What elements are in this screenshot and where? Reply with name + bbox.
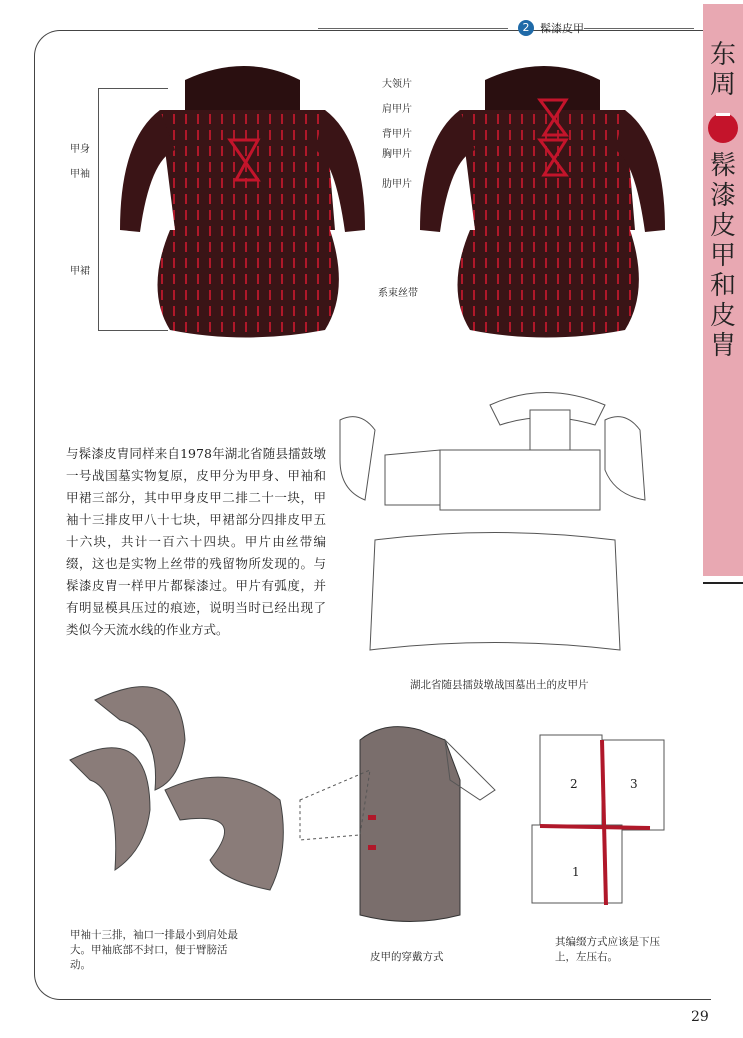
lacing-number: 1: [572, 865, 580, 879]
lacing-number: 3: [630, 777, 638, 791]
label-sleeve: 甲袖: [70, 169, 90, 180]
label-belt: 系束丝带: [378, 288, 418, 299]
wearing-diagram: [300, 727, 495, 922]
caption-pieces: 湖北省随县擂鼓墩战国墓出土的皮甲片: [410, 679, 589, 691]
armor-back-illustration: [420, 66, 665, 338]
caption-lacing: 其编缀方式应该是下压上，左压右。: [555, 936, 660, 963]
sidebar-char: 皮: [709, 211, 736, 241]
lacing-number: 2: [570, 777, 578, 791]
label-collar: 大领片: [382, 79, 412, 90]
section-number: 2: [518, 20, 534, 36]
label-back: 背甲片: [382, 129, 412, 140]
label-body: 甲身: [70, 144, 90, 155]
sleeve-rings-diagram: [70, 687, 283, 890]
armor-front-illustration: [120, 66, 365, 338]
section-title: 髹漆皮甲: [540, 22, 584, 35]
armor-pieces-diagram: [340, 393, 645, 651]
sidebar-char: 漆: [709, 181, 736, 211]
caption-wear: 皮甲的穿戴方式: [370, 951, 444, 963]
sidebar-char: 和: [709, 271, 736, 301]
sidebar-char: 甲: [709, 241, 736, 271]
sidebar-char: 周: [709, 70, 736, 100]
page-number: 29: [691, 1009, 709, 1025]
label-chest: 胸甲片: [382, 149, 412, 160]
body-paragraph: 与髹漆皮胄同样来自1978年湖北省随县擂鼓墩一号战国墓实物复原，皮甲分为甲身、甲袖和甲裙三部分，其中甲身皮甲二排二十一块，甲袖十三排皮甲八十七块，甲裙部分四排皮甲五十六块，共计一百六十四块。甲片由丝带编缀，这也是实物上丝带的残留物所发现的。与髹漆皮胄一样甲片都髹漆过。甲片有弧度，并有明显模具压过的痕迹，说明当时已经出现了类似今天流水线的作业方式。: [66, 446, 326, 637]
label-shoulder: 肩甲片: [382, 104, 412, 115]
caption-sleeve: 甲袖十三排，袖口一排最小到肩处最大。甲袖底部不封口，便于臂膀活动。: [70, 929, 238, 971]
sidebar-char: 东: [709, 40, 736, 70]
bracket-line: [98, 88, 99, 330]
sidebar-char: 髹: [709, 151, 736, 181]
lacing-diagram: [532, 735, 664, 905]
sidebar-char: 胄: [709, 331, 736, 361]
label-skirt: 甲裙: [70, 266, 90, 277]
label-rib: 肋甲片: [382, 179, 412, 190]
label-line: [98, 330, 168, 331]
sidebar-char: 皮: [709, 301, 736, 331]
label-line: [98, 88, 168, 89]
